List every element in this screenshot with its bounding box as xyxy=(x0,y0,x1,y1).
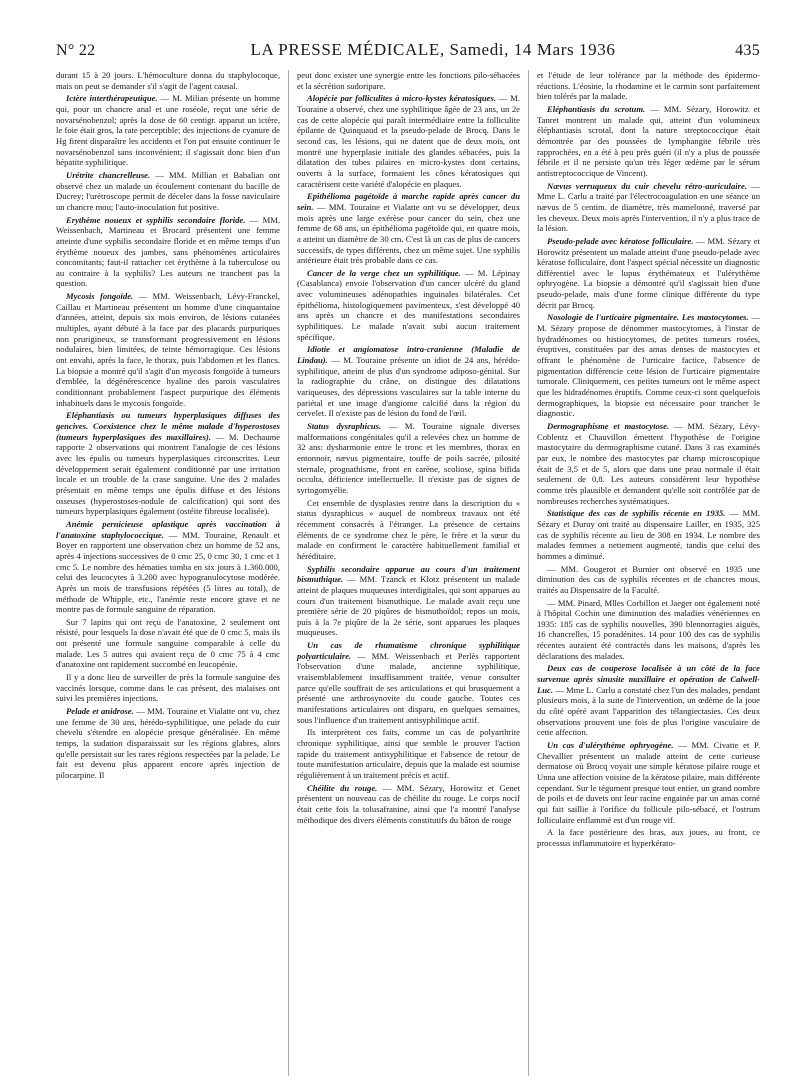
paragraph-text: — M. Touraine signale diverses malformations congénitales qu'il a relevées chez un homme de 32 ans: dysharmonie entre le tronc et les membres, thorax en entonnoir, nævus pigmentaire, touffe de poils sacrée, pilosité sternale, prognathisme, front en carène, scoliose, spina bifida occulta, déficience intellectuelle. Il n'existe pas de signes de syringomyélie. xyxy=(297,421,520,495)
running-header xyxy=(56,40,760,62)
paragraph-text: A la face postérieure des bras, aux joues, au front, ce processus inflammatoire et hyperkérato- xyxy=(537,827,760,848)
paragraph xyxy=(56,519,280,615)
paragraph xyxy=(297,498,520,562)
paragraph-text: Ils interprètent ces faits, comme un cas de polyarthrite chronique syphilitique, ainsi que semble le prouver l'action rapide du traitement antisyphilitique et l'absence de retour de toute manifestation articulaire, depuis que la malade est soumise régulièrement à un traitement précis et actif. xyxy=(297,727,520,780)
paragraph xyxy=(56,672,280,704)
paragraph-text: — MM. Civatte et P. Chevallier présentent un malade atteint de cette curieuse dermatose où Brocq voyait une simple kératose pilaire rouge et Unna une affection voisine de la kératose pilaire, mais différente cependant. Sur le tégument presque tout entier, un grand nombre de poils et de duvets ont leur racine engainée par un amas corné qui fait saillie à l'orifice du follicule pilo-sébacé, et l'ostrum folliculaire enflammé est d'un rouge vif. xyxy=(537,740,760,825)
paragraph xyxy=(56,410,280,517)
paragraph-text: — MM. Touraine et Vialatte ont vu se développer, deux mois après une large exérèse pour cancer du sein, chez une femme de 68 ans, un épithélioma pagétoïde qui, en quatre mois, a atteint un diamètre de 30 cm. C'est là un cas de plus de cancers successifs, de types différents, chez un même sujet. Une syphilis antérieure était très probable dans ce cas. xyxy=(297,201,520,266)
section-title: Nosologie de l'urticaire pigmentaire. Les mastocytomes. xyxy=(547,312,749,323)
section-title: Eléphantiasis ou tumeurs hyperplasiques diffuses des gencives. Coexistence chez le même malade d'hyperostoses (tumeurs hyperplasiques des maxillaires). xyxy=(56,410,280,442)
paragraph xyxy=(537,70,760,102)
paragraph xyxy=(56,215,280,290)
paragraph-text: — M. Touraine présente un idiot de 24 ans, hérédo-syphilitique, atteint de plus d'un syndrome adiposo-génital. Sur la radiographie du crâne, on distingue des dilatations variqueuses, des dépressions vasculaires sur la table interne du pariétal et une image d'angiome calcifié dans la région du cervelet. Il n'existe pas de lésion du fond de l'œil. xyxy=(297,355,520,419)
section-title: Cancer de la verge chez un syphilitique. xyxy=(307,267,461,278)
section-title: Urétrite chancrelleuse. xyxy=(66,169,151,180)
paragraph xyxy=(56,706,280,781)
paragraph xyxy=(297,640,520,725)
paragraph xyxy=(297,783,520,826)
paragraph-text: — M. Dechaume rapporte 2 observations qui montrent l'analogie de ces lésions avec les épulis ou tumeurs hyperplasiques circonscrites. Leur développement serait également conditionné par une irritation locale et un trouble de la crase sanguine. Une des 2 malades présentait en même temps une épulis diffuse et des lésions osseuses (hyperostoses-nodule de calcification) qui sont des tumeurs hyperplasiques également (ostéite fibreuse localisée). xyxy=(56,431,280,517)
column-3 xyxy=(528,70,760,1076)
paragraph-text: — MM. Millian et Babalian ont observé chez un malade un écoulement contenant du bacille de Ducrey; l'urétroscope permit de déceler dans la fosse naviculaire un chancre mou; l'auto-inoculation fut positive. xyxy=(56,169,280,212)
paragraph-text: — MM. Weissenbach, Lévy-Franckel, Caillau et Martineau présentent un homme d'une cinquantaine d'années, atteint, depuis six mois environ, de lésions cutanées multiples, ayant débuté à la face par des placards purpuriques non prurigineux, se transformant progressivement en lésions nodulaires, bien limitées, de teinte hémorragique. Ces lésions ont envahi, après la face, le thorax, puis l'abdomen et les flancs. La biopsie a montré qu'il s'agit d'un mycosis fongoïde à tumeurs d'emblée, la dégénérescence hyaline des parois vasculaires conditionnant probablement l'aspect purpurique des éléments inhabituels dans le mycosis fongoïde. xyxy=(56,291,280,408)
paragraph xyxy=(537,104,760,179)
paragraph xyxy=(537,181,760,234)
paragraph-text: durant 15 à 20 jours. L'hémoculture donna du staphylocoque, mais on peut se demander s'il s'agit de l'agent causal. xyxy=(56,70,280,91)
text-columns xyxy=(56,70,760,1076)
paragraph-text: — M. Touraine a observé, chez une syphilitique âgée de 23 ans, un 2e cas de cette alopécie qui paraît intermédiaire entre la folliculite épilante de Quinquaud et la pseudo-pelade de Brocq. Dans le second cas, les lésions, qui ne datent que de deux mois, ont montré une hyperplasie initiale des glandes sébacées, puis la dilatation des tubes pilaires en micro-kystes dont certains, ouverts à la surface, formaient les cônes kératosiques qui caractérisent cette variété d'alopécie en plaques. xyxy=(297,93,520,189)
paragraph-text: — M. Lépinay (Casablanca) envoie l'observation d'un cancer ulcéré du gland avec volumineuses adénopathies inguinales bilatérales. Cet épithélioma, histologiquement pavimenteux, s'est développé 40 ans après un chancre et des manifestations secondaires syphilitiques. Le malade n'avait subi aucun traitement spécifique. xyxy=(297,267,520,342)
paragraph xyxy=(537,740,760,825)
paragraph-text: peut donc exister une synergie entre les fonctions pilo-sébacées et la sécrétion sudoripare. xyxy=(297,70,520,91)
paragraph xyxy=(537,312,760,419)
paragraph xyxy=(56,170,280,213)
paragraph xyxy=(297,93,520,189)
paragraph xyxy=(297,564,520,639)
section-title: Pelade et anidrose. xyxy=(66,706,134,717)
paragraph xyxy=(537,236,760,311)
paragraph-text: — MM. Touraine, Renault et Boyer en rapportent une observation chez un homme de 52 ans, après 4 injections successives de 0 cmc 25, 0 cmc 30, 1 cmc et 1 cmc 5. Le nombre des hématies tomba en six jours à 1.360.000, celui des leucocytes à 3.200 avec hypogranulocytose modérée. Après un mois de transfusions répétées (5 litres au total), de méthode de Whipple, etc., l'anémie reste encore grave et ne montre pas de formule sanguine de réparation. xyxy=(56,529,280,615)
section-title: Nævus verruqueux du cuir chevelu rétro-auriculaire. xyxy=(547,180,747,191)
section-title: Erythème noueux et syphilis secondaire floride. xyxy=(66,214,246,225)
page-number: 435 xyxy=(735,42,760,59)
paragraph-text: — MM. Sézary et Duruy ont traité au dispensaire Lailler, en 1935, 325 cas de syphilis récente au lieu de 308 en 1934. Le nombre des malades femmes a nettement augmenté, tandis que celui des hommes a diminué. xyxy=(537,508,760,561)
paragraph xyxy=(537,564,760,596)
paragraph-text: — MM. Sézary, Horowitz et Tanret montrent un malade qui, atteint d'un volumineux éléphantiasis scrotal, dont la nature streptococcique était démontrée par des poussées de lymphangite fébrile très rapprochées, en a été à peu près guéri (il n'y a plus de poussée fébrile et il ne persiste qu'un très léger œdème par le sérum antistreptococcique de Vincent). xyxy=(537,103,760,178)
paragraph-text: — MM. Weissenbach, Martineau et Brocard présentent une femme atteinte d'une syphilis secondaire floride et en même temps d'un érythème noueux des jambes, sans phénomènes articulaires concomitants; faut-il rattacher cet érythème à la tuberculose ou au contraire à la syphilis? Les auteurs ne tranchent pas la question. xyxy=(56,214,280,289)
paragraph-text: — M. Milian présente un homme qui, pour un chancre anal et une roséole, reçut une série de novarsénobenzol; après la dose de 60 centigr. apparut un ictère, le foie était gros, la rate perceptible; des injections de cyanure de Hg firent disparaître les accidents et l'on put ensuite continuer le novarsénobenzol sans inconvénient; il s'agissait donc bien d'un hépatite syphilitique. xyxy=(56,93,280,168)
paragraph xyxy=(537,827,760,848)
section-title: Eléphantiasis du scrotum. xyxy=(547,103,646,114)
paragraph xyxy=(56,93,280,168)
paragraph xyxy=(56,70,280,91)
paragraph xyxy=(56,617,280,670)
section-title: Un cas d'ulérythème ophryogène. xyxy=(547,740,674,751)
column-2 xyxy=(288,70,520,1076)
paragraph-text: — Mme L. Carlu a constaté chez l'un des malades, pendant plusieurs mois, à la suite de l'intervention, un œdème de la joue du côté opéré avant l'apparition des télangiectasies. Ces deux observations prouvent une fois de plus l'origine vasculaire de cette affection. xyxy=(537,684,760,738)
paragraph xyxy=(56,291,280,408)
paragraph xyxy=(297,70,520,91)
section-title: Alopécie par folliculites à micro-kystes kératosiques. xyxy=(307,93,496,104)
section-title: Anémie pernicieuse aplastique après vaccination à l'anatoxine staphylococcique. xyxy=(56,518,280,540)
paragraph-text: — MM. Gougerot et Burnier ont observé en 1935 une diminution des cas de syphilis récentes et de chancres mous, traités au Dispensaire de la Faculté. xyxy=(537,563,760,595)
section-title: Status dysraphicus. xyxy=(307,421,382,431)
section-title: Idiotie et angiomatose intra-cranienne (Maladie de Lindau). xyxy=(297,344,520,366)
section-title: Un cas de rhumatisme chronique syphilitique polyarticulaire. xyxy=(297,640,520,661)
paragraph xyxy=(537,421,760,506)
section-title: Syphilis secondaire apparue au cours d'un traitement bismuthique. xyxy=(297,563,520,585)
paragraph xyxy=(297,268,520,343)
paragraph xyxy=(537,598,760,662)
paragraph-text: — MM. Touraine et Vialatte ont vu, chez une femme de 30 ans, hérédo-syphilitique, une pelade du cuir chevelu s'étendre en alopécie presque généralisée. En même temps, la sudation disparaissait sur les régions glabres, alors qu'elle persistait sur les rares régions respectées par la pelade. Le fait est devenu plus apparent encore après injection de pilocarpine. Il xyxy=(56,706,280,780)
column-1 xyxy=(56,70,280,1076)
paragraph-text: — MM. Sézary et Horowitz présentent un malade atteint d'une pseudo-pelade avec kératose folliculaire, dont l'aspect spécial nécessite un diagnostic différentiel avec le lupus érythémateux et l'ulérythème ophryogène. La biopsie a démontré qu'il s'agissait bien d'une pseudo-pelade, mais d'une forme clinique différente du type décrit par Brocq. xyxy=(537,235,760,310)
section-title: Dermographisme et mastocytose. xyxy=(547,421,670,431)
paragraph-text: — MM. Weissenbach et Perlès rapportent l'observation d'une malade, ancienne syphilitique, vraisemblablement insuffisamment traitée, venue consulter parce qu'elle souffrait de ses articulations et qui brusquement a présenté une arthrosynovite du coude gauche. Toutes ces manifestations articulaires ont disparu, en quelques semaines, sous l'influence d'un traitement antisyphilitique actif. xyxy=(297,650,520,725)
paragraph-text: Cet ensemble de dysplasies rentre dans la description du « status dysraphicus » auquel de nombreux travaux ont été récemment consacrés à l'étranger. La présence de certains éléments de ce syndrome chez le père, le frère et la sœur du malade en confirment le caractère habituellement familial et héréditaire. xyxy=(297,497,520,561)
section-title: Deux cas de couperose localisée à un côté de la face survenue après sinusite maxillaire et opération de Calwell-Luc. xyxy=(537,663,760,695)
paragraph-text: Sur 7 lapins qui ont reçu de l'anatoxine, 2 seulement ont résisté, pour lesquels la dose n'avait été que de 0 cmc 5, mais ils ont présenté une formule sanguine comparable à celle du malade. Les 5 autres qui avaient reçu de 0 cmc 75 à 4 cmc d'anatoxine ont rapidement succombé en leucopénie. xyxy=(56,616,280,670)
paragraph xyxy=(297,344,520,419)
paragraph-text: Il y a donc lieu de surveiller de près la formule sanguine des vaccinés lorsque, comme dans le cas présent, des malaises ont suivi les premières injections. xyxy=(56,672,280,704)
paragraph xyxy=(537,508,760,561)
section-title: Epithélioma pagétoïde à marche rapide après cancer du sein. xyxy=(297,191,520,212)
paragraph-text: — MM. Sézary, Horowitz et Genet présentent un nouveau cas de chéilite du rouge. Le corps nocif était cette fois la tolusafranine, ainsi que l'a montré l'analyse méthodique des divers éléments constitutifs du bâton de rouge xyxy=(297,782,520,825)
paragraph xyxy=(297,727,520,780)
paragraph xyxy=(297,191,520,266)
paragraph-text: — Mme L. Carlu a traité par l'électrocoagulation en une séance un nævus de 5 centim. de diamètre, très mamelonné, traversé par les cheveux. Deux mois après l'intervention, il n'y a plus trace de la lésion. xyxy=(537,180,760,234)
section-title: Mycosis fongoïde. xyxy=(66,291,134,302)
paragraph-text: et l'étude de leur tolérance par la méthode des épidermo-réactions. L'éosine, la rhodamine et le carmin sont parfaitement bien tolérés par la malade. xyxy=(537,70,760,102)
paragraph-text: — M. Sézary propose de dénommer mastocytomes, à l'instar de hydradénomes ou histiocytomes, de petites tumeurs rosées, éruptives, constituées par des amas denses de mastocytes et offrant le phénomène de l'urticaire factice, l'absence de pigmentation différencie cette lésion de l'urticaire pigmentaire tumorale. Cliniquement, ces petites tumeurs ont le même aspect que les hidradénomes éruptifs. Comme ceux-ci sont quelquefois dermographiques, la biopsie est nécessaire pour trancher le diagnostic. xyxy=(537,312,760,419)
paragraph-text: — MM. Tzanck et Klotz présentent un malade atteint de plaques muqueuses interdigitales, qui sont apparues au cours d'un traitement bismuthique. Le malade avait reçu une première série de 20 piqûres de bismuthoïdol; repos un mois, puis à la 7e piqûre de la 2e série, sont apparues les plaques muqueuses. xyxy=(297,574,520,638)
paragraph-text: — MM. Pinard, Mlles Corbillon et Jaeger ont également noté à l'hôpital Cochin une diminution des maladies vénériennes en 1935: 185 cas de syphilis nouvelles, 390 blennorragies aiguës, 16 chancrelles, 15 poradénites. 14 pour 100 des cas de syphilis récentes auraient été contractés dans les maisons, d'après les déclarations des malades. xyxy=(537,597,760,661)
journal-title: LA PRESSE MÉDICALE, Samedi, 14 Mars 1936 xyxy=(250,40,616,59)
issue-number: N° 22 xyxy=(56,42,96,59)
paragraph-text: — MM. Sézary, Lévy-Coblentz et Chauvillon émettent l'hypothèse de l'origine mastocytaire du dermographisme cutané. Dans 3 cas examinés par eux, le nombre des mastocytes par champ microscopique était de 3,5 et de 5, alors que dans une peau normale il était seulement de 0,8. Les auteurs considèrent leur hypothèse comme très plausible et demandent qu'elle soit contrôlée par de nombreuses recherches systématiques. xyxy=(537,421,760,506)
section-title: Chéilite du rouge. xyxy=(307,782,378,793)
paragraph xyxy=(537,663,760,738)
section-title: Pseudo-pelade avec kératose folliculaire. xyxy=(547,235,694,246)
paragraph xyxy=(297,421,520,496)
section-title: Ictère interthérapeutique. xyxy=(66,93,158,104)
section-title: Statistique des cas de syphilis récente en 1935. xyxy=(547,508,726,519)
